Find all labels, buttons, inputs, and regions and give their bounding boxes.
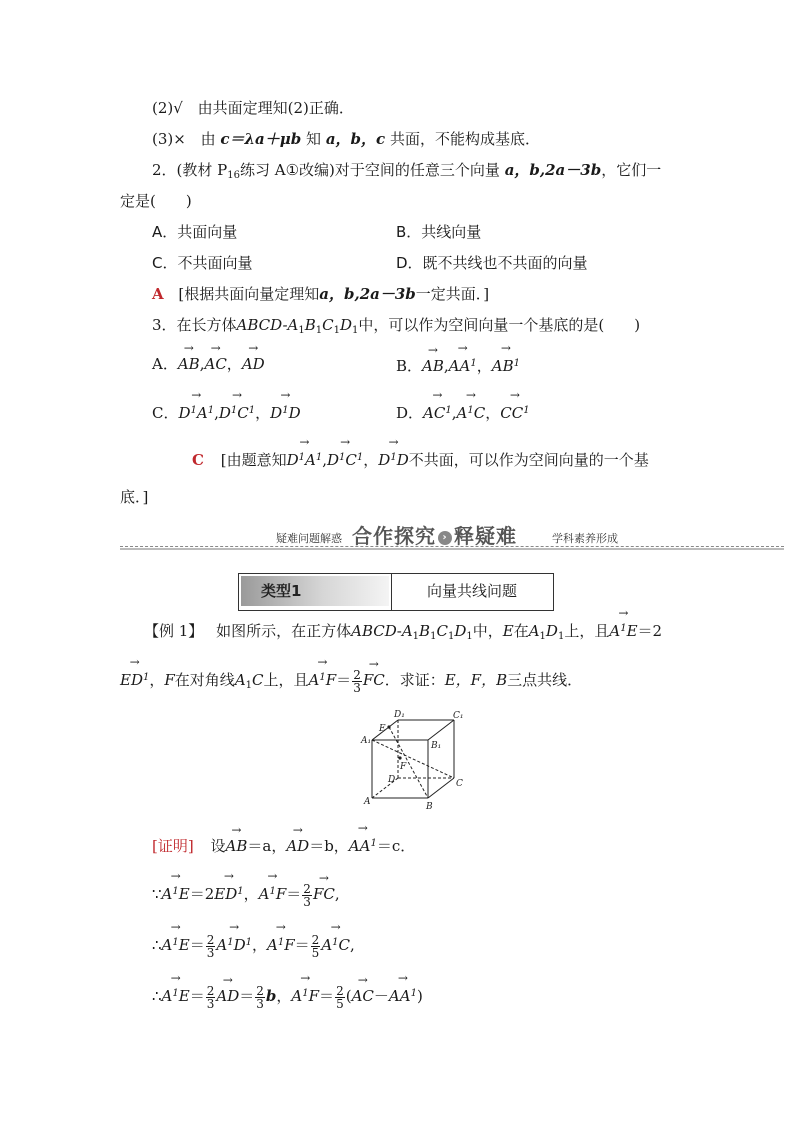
proof-text: ＝c． xyxy=(376,837,416,855)
answer-letter: C xyxy=(192,451,204,469)
option-b: B．→ $AB,\to AA^1$，→ $AB^1$ xyxy=(396,354,520,376)
label-c: C xyxy=(456,779,463,789)
therefore-symbol: ∴ xyxy=(152,987,162,1005)
option-a: A．共面向量 xyxy=(152,223,238,241)
answer-text: 不共面，可以作为空间向量的一个基 xyxy=(408,451,649,469)
answer-3: C [由题意知→ $D^1A^1,\to D^1C^1$，→ $D^1D$不共面，可以作为空间向量的一个基 xyxy=(192,448,649,470)
answer-line-2 xyxy=(152,98,354,118)
banner-left-text: 疑难问题解惑 xyxy=(276,532,342,545)
example-text: 三点共线． xyxy=(507,671,583,689)
type-title: 向量共线问题 xyxy=(426,582,517,600)
option-b: B．共线向量 xyxy=(396,223,482,241)
banner-title-b: 释疑难 xyxy=(454,524,517,548)
label-b: B xyxy=(426,802,433,812)
option-d: D．既不共线也不共面的向量 xyxy=(396,254,588,272)
label-b1: B₁ xyxy=(431,741,442,751)
answer-text: 由共面定理知(2)正确． xyxy=(197,99,354,117)
formula: a，b,2a－3b xyxy=(319,285,416,303)
proof-line-4: ∴→ $A^1E=$ $\frac{2}{3}$ → AD＝ $\frac{2}{3}$ b，→ $A^1F=$ $\frac{2}{5}$ (→ $AC-\to AA^1$) xyxy=(152,984,423,1010)
formula: ABCD-A xyxy=(236,316,299,334)
question-text: ，它们一 xyxy=(601,161,662,179)
formula: a，b,2a－3b xyxy=(504,161,602,179)
question-source: (教材 P xyxy=(176,161,228,179)
answer-text: [根据共面向量定理知 xyxy=(178,285,320,303)
option-label: C． xyxy=(152,404,179,422)
option-label: B． xyxy=(396,357,423,375)
example-text: ．求证： xyxy=(384,671,445,689)
example-text: 中， xyxy=(472,622,503,640)
label-e: E xyxy=(379,724,386,734)
example-text: 在对角线 xyxy=(174,671,235,689)
option-a: A．→ AB,→ AC，→ AD xyxy=(152,354,265,374)
answer-3-line-2: 底．] xyxy=(120,488,149,506)
question-number: 2． xyxy=(152,161,177,179)
question-2-line-1 xyxy=(152,160,661,186)
question-2-line-2: 定是( ) xyxy=(120,192,192,210)
question-text: 练习 A①改编)对于空间的任意三个向量 xyxy=(240,161,500,179)
proof-text: 设 xyxy=(210,837,226,855)
banner-title xyxy=(352,520,517,549)
option-label: A． xyxy=(152,355,178,373)
formula: E，F，B xyxy=(444,671,508,689)
answer-text: 由 xyxy=(200,130,216,148)
proof-line-3: ∴→ $A^1E=$ $\frac{2}{3}$ → $A^1D^1$，→ $A^1F=$ $\frac{2}{5}$ → $A^1C$, xyxy=(152,933,355,959)
banner-right-text: 学科素养形成 xyxy=(552,532,618,545)
answer-prefix: (3)× xyxy=(152,130,186,148)
example-text: 上，且 xyxy=(263,671,309,689)
type-label: 类型1 xyxy=(241,576,389,606)
proof-line-1: [证明] 设→ AB＝a，→ AD＝b，→ $AA^1=c$． xyxy=(152,834,415,856)
banner-title-a: 合作探究 xyxy=(352,524,436,548)
option-d: D．→ $AC^1,\to A^1C$，→ $CC^1$ xyxy=(396,401,530,423)
proof-tag: [证明] xyxy=(152,837,194,855)
because-symbol: ∵ xyxy=(152,885,162,903)
answer-text: [由题意知 xyxy=(220,451,287,469)
label-f: F xyxy=(400,762,407,772)
chevron-right-icon: › xyxy=(438,531,452,545)
question-text: 中，可以作为空间向量一个基底的是( ) xyxy=(358,316,641,334)
answer-line-3 xyxy=(152,129,540,149)
section-banner xyxy=(120,526,784,550)
example-tag: 【例 1】 xyxy=(144,622,204,640)
question-text: 3．在长方体 xyxy=(152,316,237,334)
label-a1: A₁ xyxy=(361,736,372,746)
example-line-2: → $ED^1$，F在对角线$A_1C$上，且→ $A^1F=$ $\frac{2}{3}$ → FC．求证：E，F，B三点共线． xyxy=(120,668,582,696)
option-label: D． xyxy=(396,404,424,422)
example-text: 如图所示，在正方体 xyxy=(216,622,352,640)
answer-text: 知 xyxy=(306,130,322,148)
example-text: 上，且 xyxy=(564,622,610,640)
label-c1: C₁ xyxy=(453,711,464,721)
label-d: D xyxy=(388,775,396,785)
proof-text: ＝b， xyxy=(309,837,349,855)
cube-figure xyxy=(360,708,470,812)
example-line-1: 【例 1】 如图所示，在正方体ABCD-$A_1B_1C_1D_1$中，E在$A_1D_1$上，且→ $A^1E=2$ xyxy=(144,619,662,647)
label-d1: D₁ xyxy=(394,710,405,720)
answer-text: 一定共面．] xyxy=(415,285,490,303)
answer-text: 共面，不能构成基底． xyxy=(389,130,540,148)
answer-2 xyxy=(152,284,489,304)
answer-prefix: (2)√ xyxy=(152,99,183,117)
option-c: C．不共面向量 xyxy=(152,254,253,272)
therefore-symbol: ∴ xyxy=(152,936,162,954)
question-3: 3．在长方体ABCD-$A_1B_1C_1D_1$中，可以作为空间向量一个基底的是( ) xyxy=(152,316,641,336)
example-text: ， xyxy=(149,671,165,689)
example-text: ＝ xyxy=(336,671,352,689)
subscript: 16 xyxy=(227,170,240,181)
type-box xyxy=(238,573,554,611)
proof-text: ＝a， xyxy=(247,837,287,855)
example-text: 在 xyxy=(513,622,529,640)
proof-line-2: ∵→ $A^1E=2\to ED^1$，→ $A^1F=$ $\frac{2}{3}$ → FC, xyxy=(152,882,340,908)
example-text: ＝2 xyxy=(637,622,663,640)
formula: a，b，c xyxy=(325,130,386,148)
answer-letter: A xyxy=(152,285,164,303)
label-a: A xyxy=(364,797,371,807)
option-c: C．→ $D^1A^1,\to D^1C^1$，→ $D^1D$ xyxy=(152,401,301,423)
formula: c＝λa＋μb xyxy=(220,130,302,148)
